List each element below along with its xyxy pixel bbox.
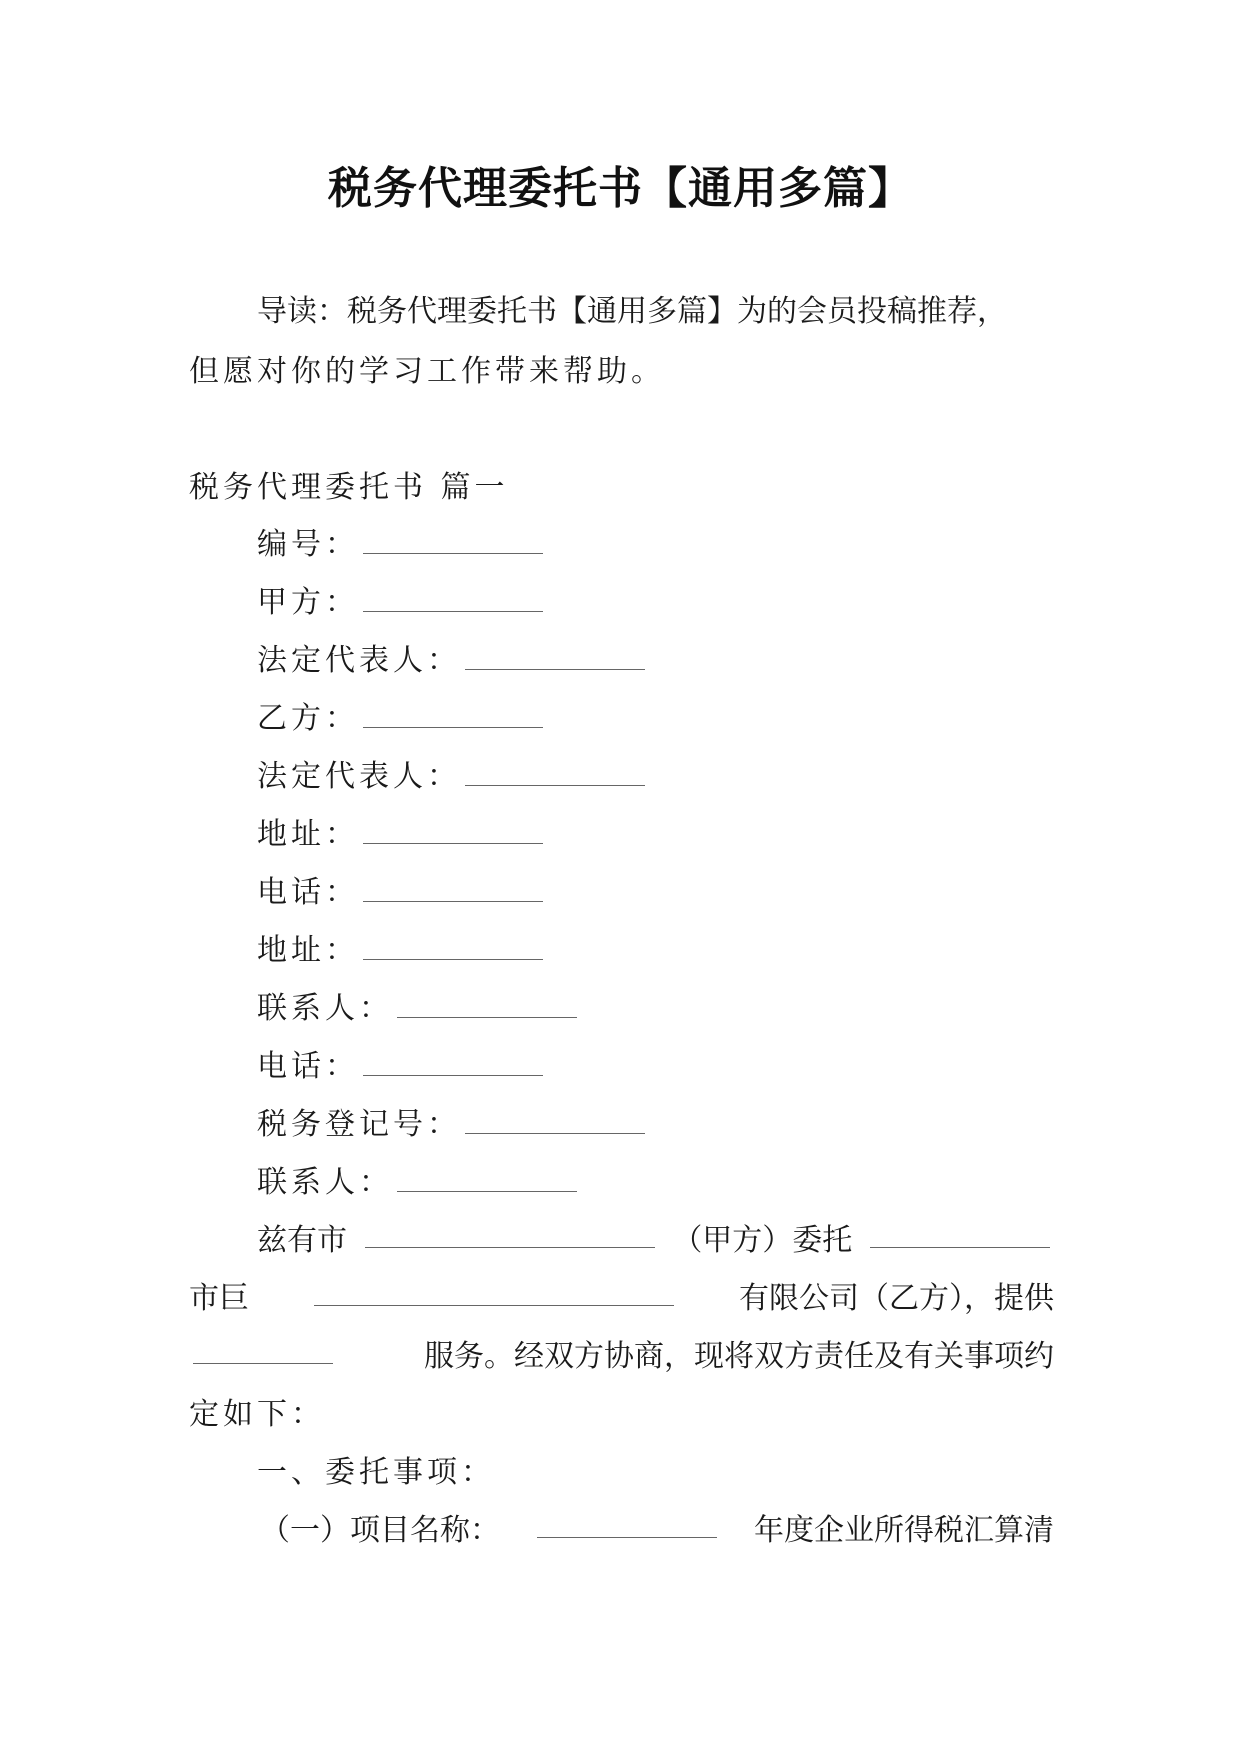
- field-label: 税务登记号：: [257, 1107, 461, 1142]
- field-label: 编号：: [257, 527, 359, 562]
- para-text: 有限公司（乙方），提供: [739, 1281, 1054, 1316]
- field-label: 地址：: [257, 933, 359, 968]
- fill-blank: [465, 643, 645, 670]
- fill-blank: [363, 875, 543, 902]
- field-party-a: [257, 583, 547, 623]
- field-label: 联系人：: [257, 991, 393, 1026]
- field-contact-a: [257, 989, 581, 1029]
- para-text: 兹有市: [257, 1223, 347, 1258]
- para-text: （甲方）委托: [672, 1223, 853, 1258]
- fill-blank: [465, 759, 645, 786]
- fill-blank: [363, 933, 543, 960]
- field-party-b: [257, 699, 547, 739]
- section-heading: 税务代理委托书 篇一: [189, 470, 509, 505]
- fill-blank: [363, 585, 543, 612]
- page-title: 税务代理委托书【通用多篇】: [328, 163, 913, 214]
- field-number: [257, 525, 547, 565]
- para-text: 年度企业所得税汇算清: [754, 1513, 1054, 1548]
- fill-blank: [363, 817, 543, 844]
- fill-blank: [365, 1221, 655, 1248]
- intro-line-1: [257, 292, 1054, 332]
- intro-line-2: 但愿对你的学习工作带来帮助。: [189, 354, 665, 389]
- item-1-1: [260, 1511, 1054, 1551]
- fill-blank: [465, 1107, 645, 1134]
- field-address-a: [257, 815, 547, 855]
- para1-line-1: [257, 1221, 1054, 1261]
- field-label: 法定代表人：: [257, 643, 461, 678]
- field-label: 电话：: [257, 875, 359, 910]
- field-label: 地址：: [257, 817, 359, 852]
- fill-blank: [363, 527, 543, 554]
- para-text: （一）项目名称：: [260, 1513, 500, 1548]
- para-text: 市巨: [189, 1281, 249, 1316]
- fill-blank: [870, 1221, 1050, 1248]
- para-text: 服务。经双方协商，现将双方责任及有关事项约: [424, 1339, 1054, 1374]
- field-label: 电话：: [257, 1049, 359, 1084]
- fill-blank: [537, 1511, 717, 1538]
- field-phone-b: [257, 1047, 547, 1087]
- field-legal-rep-b: [257, 757, 649, 797]
- field-legal-rep-a: [257, 641, 649, 681]
- intro-text-1: 导读：税务代理委托书【通用多篇】为的会员投稿推荐，: [257, 294, 1007, 329]
- field-phone-a: [257, 873, 547, 913]
- fill-blank: [397, 991, 577, 1018]
- field-contact-b: [257, 1163, 581, 1203]
- fill-blank: [193, 1337, 333, 1364]
- fill-blank: [363, 701, 543, 728]
- para1-line-3: [189, 1337, 1054, 1377]
- field-label: 乙方：: [257, 701, 359, 736]
- field-address-b: [257, 931, 547, 971]
- fill-blank: [397, 1165, 577, 1192]
- field-label: 联系人：: [257, 1165, 393, 1200]
- item-1: 一、委托事项：: [257, 1455, 495, 1490]
- para1-line-4: 定如下：: [189, 1397, 325, 1432]
- field-label: 法定代表人：: [257, 759, 461, 794]
- field-tax-reg-no: [257, 1105, 649, 1145]
- fill-blank: [314, 1279, 674, 1306]
- fill-blank: [363, 1049, 543, 1076]
- field-label: 甲方：: [257, 585, 359, 620]
- para1-line-2: [189, 1279, 1054, 1319]
